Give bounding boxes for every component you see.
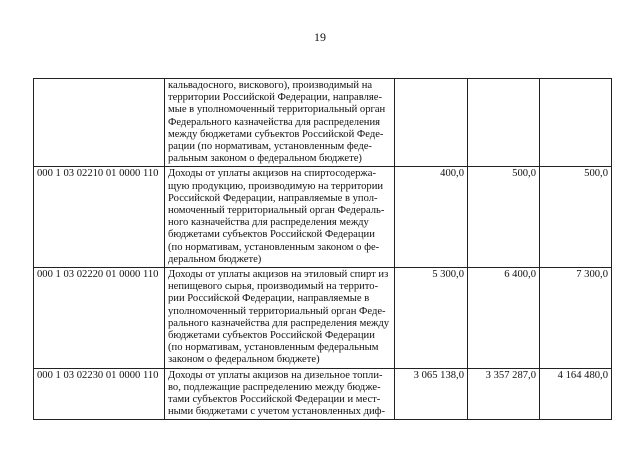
table-row [34,368,612,420]
table-body [34,79,612,420]
description-line: рального казначейства для распределения между [168,317,390,329]
description-line: щую продукцию, производимую на территории [168,180,384,192]
table-row [34,167,612,268]
budget-code-cell [34,79,165,167]
description-line: уполномоченный территориальный орган Феде- [168,305,386,317]
description-line: во, подлежащие распределению между бюдже- [168,381,381,393]
amount-cell-year-2: 3 357 287,0 [468,368,540,420]
description-line: тами субъектов Российской Федерации и мест- [168,394,381,406]
description-line: Российской Федерации, направляемые в упол- [168,192,378,204]
description-line: Доходы от уплаты акцизов на этиловый спирт из [168,269,389,281]
description-line: бюджетами субъектов Российской Федерации [168,330,375,342]
amount-cell-year-3: 7 300,0 [540,268,612,369]
description-line: бюджетами субъектов Российской Федерации [168,229,375,241]
amount-cell-year-1: 400,0 [395,167,468,268]
amount-cell-year-2: 6 400,0 [468,268,540,369]
amount-cell-year-1: 3 065 138,0 [395,368,468,420]
amount-cell-year-1: 5 300,0 [395,268,468,369]
description-line: Доходы от уплаты акцизов на дизельное топли- [168,369,383,381]
description-line: непищевого сырья, производимый на террито- [168,281,379,293]
description-line: Федерального казначейства для распределения [168,116,381,128]
description-line: рации (по нормативам, установленным феде- [168,141,372,153]
amount-cell-year-2: 500,0 [468,167,540,268]
description-line: между бюджетами субъектов Российской Феде- [168,128,384,140]
description-line: кальвадосного, вискового), производимый на [168,80,373,91]
revenue-table [33,78,612,420]
description-line: (по нормативам, установленным законом о фе- [168,241,380,253]
budget-code-cell: 000 1 03 02230 01 0000 110 [34,368,165,420]
description-line: деральном бюджете) [168,253,262,265]
description-cell [165,368,395,420]
description-line: ного казначейства для распределения между [168,217,369,229]
description-line: рии Российской Федерации, направляемые в [168,293,370,305]
description-line: ральным законом о федеральном бюджете) [168,153,362,165]
description-line: территории Российской Федерации, направляе- [168,92,383,104]
table-row [34,79,612,167]
description-line: номоченный территориальный орган Федераль- [168,205,385,217]
budget-code-cell: 000 1 03 02210 01 0000 110 [34,167,165,268]
amount-cell-year-3: 4 164 480,0 [540,368,612,420]
amount-cell-year-3 [540,79,612,167]
page-number: 19 [314,30,326,44]
budget-code-cell: 000 1 03 02220 01 0000 110 [34,268,165,369]
description-cell [165,167,395,268]
description-cell [165,79,395,167]
description-line: законом о федеральном бюджете) [168,354,320,366]
amount-cell-year-3: 500,0 [540,167,612,268]
description-line: (по нормативам, установленным федеральным [168,342,379,354]
description-line: ными бюджетами с учетом установленных диф- [168,406,386,418]
amount-cell-year-1 [395,79,468,167]
amount-cell-year-2 [468,79,540,167]
table-row [34,268,612,369]
description-line: мые в уполномоченный территориальный орган [168,104,386,116]
description-cell [165,268,395,369]
description-line: Доходы от уплаты акцизов на спиртосодержа- [168,168,376,180]
